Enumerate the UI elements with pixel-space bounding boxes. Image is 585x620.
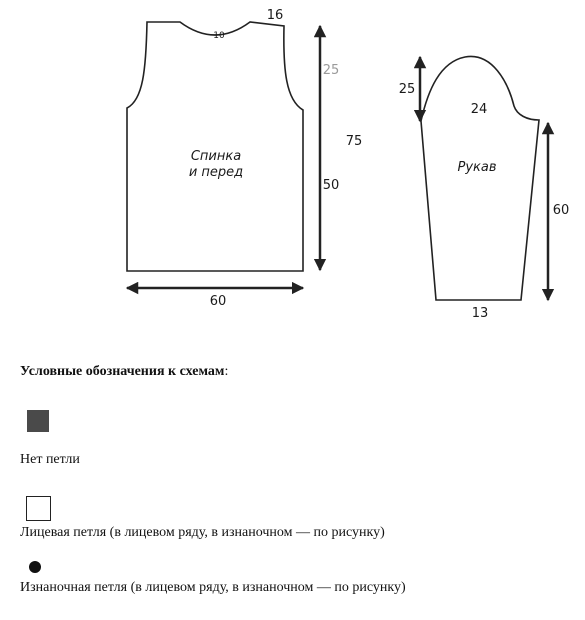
sleeve-outline (421, 56, 539, 300)
empty-square-icon (26, 496, 51, 521)
armhole-height-label: 25 (322, 63, 340, 78)
filled-square-icon (27, 410, 49, 432)
legend-title-text: Условные обозначения к схемам (20, 364, 225, 379)
sleeve-cap-height-label: 25 (398, 82, 416, 97)
black-dot-icon (29, 561, 41, 573)
neck-width-label: 10 (213, 31, 225, 41)
body-outline (127, 22, 303, 271)
body-label-line2: и перед (188, 165, 244, 180)
legend-item-no-stitch: Нет петли (20, 452, 80, 467)
total-length-label: 75 (345, 134, 363, 149)
lower-length-label: 50 (322, 178, 340, 193)
sleeve-length-label: 60 (552, 203, 570, 218)
shoulder-label: 16 (266, 8, 284, 23)
body-label-line1: Спинка (190, 149, 242, 164)
sleeve-label: Рукав (457, 160, 497, 175)
legend-title-colon: : (224, 364, 229, 379)
sleeve-cap-width-label: 24 (470, 102, 488, 117)
legend-item-knit-stitch: Лицевая петля (в лицевом ряду, в изнаночном — по рисунку) (20, 525, 385, 540)
width-label: 60 (209, 294, 227, 309)
cuff-width-label: 13 (471, 306, 489, 321)
legend-item-purl-stitch: Изнаночная петля (в лицевом ряду, в изнаночном — по рисунку) (20, 580, 406, 595)
legend-title (20, 364, 228, 380)
